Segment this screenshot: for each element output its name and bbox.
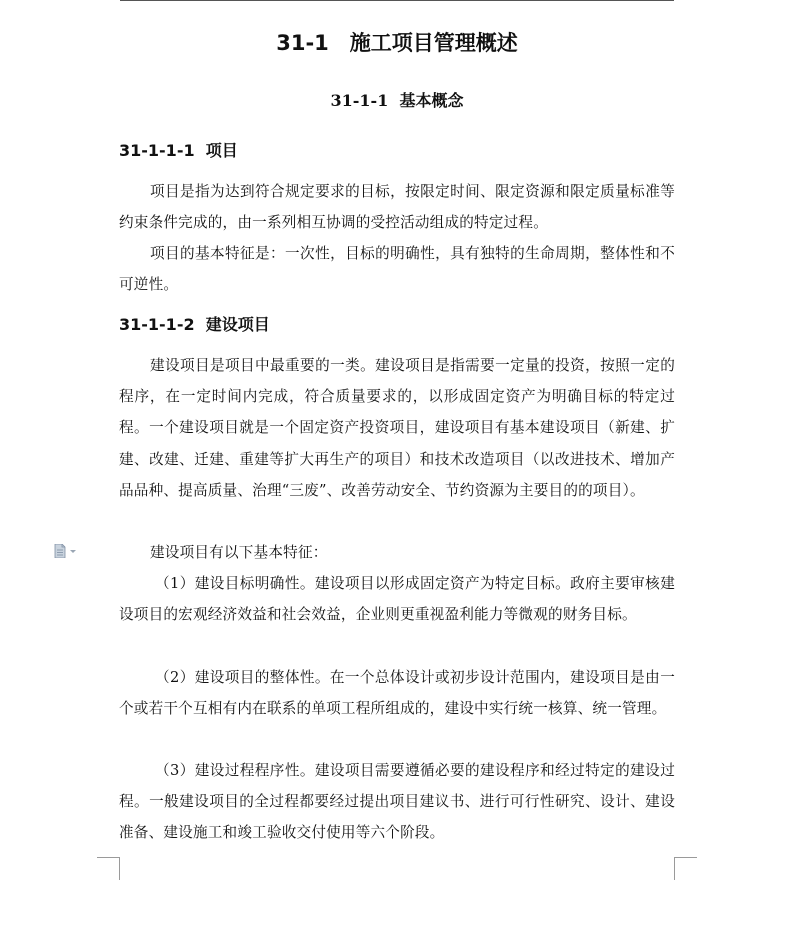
subsection-heading-construction-project: 31-1-1-2 建设项目 [119,315,270,334]
subsection-heading-project: 31-1-1-1 项目 [119,141,238,160]
paragraph: 建设项目是项目中最重要的一类。建设项目是指需要一定量的投资，按照一定的程序，在一定时间内完成，符合质量要求的，以形成固定资产为明确目标的特定过程。一个建设项目就是一个固定资产投资项目，建设项目有基本建设项目（新建、扩建、改建、迁建、重建等扩大再生产的项目）和技术改造项目（以改进技术、增加产品品种、提高质量、治理“三废”、改善劳动安全、节约资源为主要目的的项目）。 [119,357,675,499]
page-corner-mark-right [674,857,697,880]
page-top-border [120,0,674,1]
chapter-title: 31-1 施工项目管理概述 [276,31,518,55]
paragraph: （3）建设过程程序性。建设项目需要遵循必要的建设程序和经过特定的建设过程。一般建设项目的全过程都要经过提出项目建议书、进行可行性研究、设计、建设准备、建设施工和竣工验收交付使用等六个阶段。 [119,762,675,842]
page-corner-mark-left [97,857,120,880]
paragraph-options-icon[interactable] [54,544,80,558]
paragraph: 项目是指为达到符合规定要求的目标，按限定时间、限定资源和限定质量标准等约束条件完成的，由一系列相互协调的受控活动组成的特定过程。 [119,183,675,232]
paragraph: （1）建设目标明确性。建设项目以形成固定资产为特定目标。政府主要审核建设项目的宏观经济效益和社会效益，企业则更重视盈利能力等微观的财务目标。 [119,575,675,624]
paragraph: （2）建设项目的整体性。在一个总体设计或初步设计范围内，建设项目是由一个或若干个互相有内在联系的单项工程所组成的，建设中实行统一核算、统一管理。 [119,669,675,718]
paragraph: 项目的基本特征是：一次性，目标的明确性，具有独特的生命周期，整体性和不可逆性。 [119,245,675,294]
section-title: 31-1-1 基本概念 [330,91,464,110]
paragraph: 建设项目有以下基本特征： [150,544,328,561]
